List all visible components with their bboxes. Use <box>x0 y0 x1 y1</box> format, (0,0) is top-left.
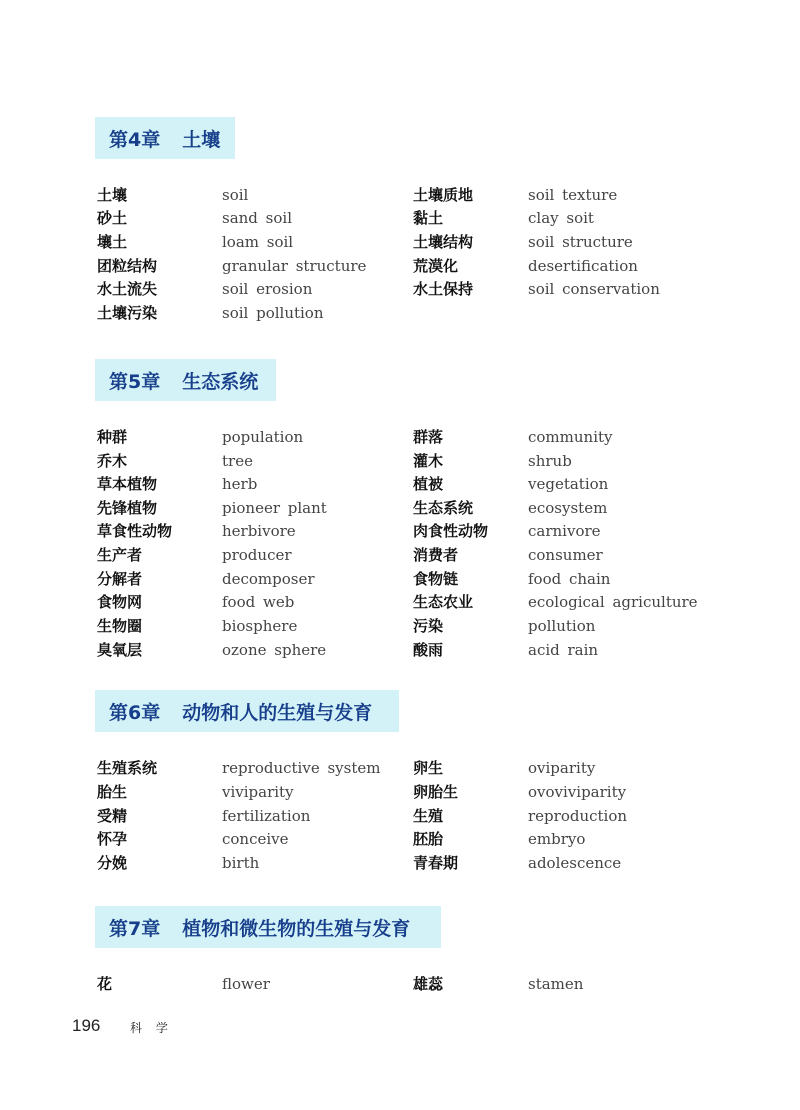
term-en: soil pollution <box>222 304 324 322</box>
term-en: conceive <box>222 830 289 848</box>
term-en: pioneer plant <box>222 499 327 517</box>
term-en: reproductive system <box>222 759 381 777</box>
term-en: desertification <box>528 257 638 275</box>
term-en: ecosystem <box>528 499 608 517</box>
term-en: granular structure <box>222 257 367 275</box>
term-cn: 受精 <box>97 807 128 825</box>
term-cn: 种群 <box>97 428 128 446</box>
term-en: reproduction <box>528 807 628 825</box>
term-cn: 土壤质地 <box>413 186 474 204</box>
term-cn: 雄蕊 <box>413 975 444 993</box>
term-cn: 灌木 <box>413 452 444 470</box>
term-en: tree <box>222 452 253 470</box>
term-en: loam soil <box>222 233 294 251</box>
chapter-4-header <box>95 117 235 159</box>
term-cn: 砂土 <box>97 209 128 227</box>
term-cn: 土壤结构 <box>413 233 474 251</box>
term-cn: 生产者 <box>97 546 143 564</box>
term-cn: 荒漠化 <box>413 257 459 275</box>
term-en: carnivore <box>528 522 601 540</box>
term-cn: 花 <box>97 975 113 993</box>
chapter-number: 第7章 <box>109 917 161 940</box>
term-en: soil structure <box>528 233 633 251</box>
term-en: flower <box>222 975 270 993</box>
term-en: soil conservation <box>528 280 660 298</box>
term-cn: 胎生 <box>97 783 128 801</box>
term-en: fertilization <box>222 807 311 825</box>
term-cn: 土壤污染 <box>97 304 158 322</box>
term-en: soil texture <box>528 186 618 204</box>
term-cn: 先锋植物 <box>97 499 158 517</box>
chapter-number: 第4章 <box>109 128 161 151</box>
book-title-label: 科 学 <box>130 1021 173 1035</box>
term-cn: 生殖系统 <box>97 759 158 777</box>
chapter-5-header <box>95 359 276 401</box>
term-cn: 群落 <box>413 428 444 446</box>
chapter-number: 第5章 <box>109 370 161 393</box>
term-en: acid rain <box>528 641 599 659</box>
term-cn: 食物链 <box>413 570 459 588</box>
chapter-title: 土壤 <box>182 128 221 151</box>
term-cn: 污染 <box>413 617 444 635</box>
term-cn: 土壤 <box>97 186 128 204</box>
term-cn: 团粒结构 <box>97 257 158 275</box>
term-cn: 黏土 <box>413 209 444 227</box>
term-en: food web <box>222 593 295 611</box>
term-cn: 食物网 <box>97 593 143 611</box>
term-en: vegetation <box>528 475 609 493</box>
term-en: ovoviviparity <box>528 783 627 801</box>
term-cn: 分解者 <box>97 570 143 588</box>
term-cn: 青春期 <box>413 854 459 872</box>
term-cn: 草食性动物 <box>97 522 173 540</box>
term-en: biosphere <box>222 617 298 635</box>
term-en: soil erosion <box>222 280 313 298</box>
term-cn: 胚胎 <box>413 830 444 848</box>
term-en: viviparity <box>222 783 294 801</box>
term-cn: 消费者 <box>413 546 459 564</box>
term-en: soil <box>222 186 249 204</box>
term-cn: 分娩 <box>97 854 128 872</box>
term-cn: 壤土 <box>97 233 128 251</box>
term-cn: 乔木 <box>97 452 128 470</box>
term-cn: 卵生 <box>413 759 444 777</box>
chapter-7-header <box>95 906 441 948</box>
term-en: shrub <box>528 452 572 470</box>
term-cn: 怀孕 <box>97 830 128 848</box>
term-cn: 生态系统 <box>413 499 474 517</box>
term-en: stamen <box>528 975 584 993</box>
term-cn: 臭氧层 <box>97 641 143 659</box>
term-cn: 植被 <box>413 475 444 493</box>
term-en: oviparity <box>528 759 596 777</box>
term-en: pollution <box>528 617 596 635</box>
term-cn: 水土流失 <box>97 280 158 298</box>
term-cn: 卵胎生 <box>413 783 459 801</box>
page-number: 196 <box>72 1016 101 1035</box>
term-en: adolescence <box>528 854 622 872</box>
term-cn: 生态农业 <box>413 593 474 611</box>
term-en: decomposer <box>222 570 315 588</box>
term-cn: 生物圈 <box>97 617 143 635</box>
term-cn: 草本植物 <box>97 475 158 493</box>
term-cn: 肉食性动物 <box>413 522 489 540</box>
term-cn: 生殖 <box>413 807 444 825</box>
term-en: ozone sphere <box>222 641 327 659</box>
term-en: food chain <box>528 570 611 588</box>
chapter-number: 第6章 <box>109 701 161 724</box>
term-en: birth <box>222 854 260 872</box>
chapter-6-header <box>95 690 399 732</box>
chapter-title: 动物和人的生殖与发育 <box>182 701 373 724</box>
term-en: consumer <box>528 546 603 564</box>
term-en: herbivore <box>222 522 296 540</box>
term-en: population <box>222 428 304 446</box>
term-en: sand soil <box>222 209 292 227</box>
term-en: producer <box>222 546 292 564</box>
term-cn: 水土保持 <box>413 280 474 298</box>
chapter-title: 生态系统 <box>182 370 259 393</box>
term-cn: 酸雨 <box>413 641 444 659</box>
term-en: herb <box>222 475 258 493</box>
term-en: ecological agriculture <box>528 593 698 611</box>
chapter-title: 植物和微生物的生殖与发育 <box>182 917 411 940</box>
term-en: community <box>528 428 613 446</box>
term-en: embryo <box>528 830 586 848</box>
term-en: clay soit <box>528 209 594 227</box>
